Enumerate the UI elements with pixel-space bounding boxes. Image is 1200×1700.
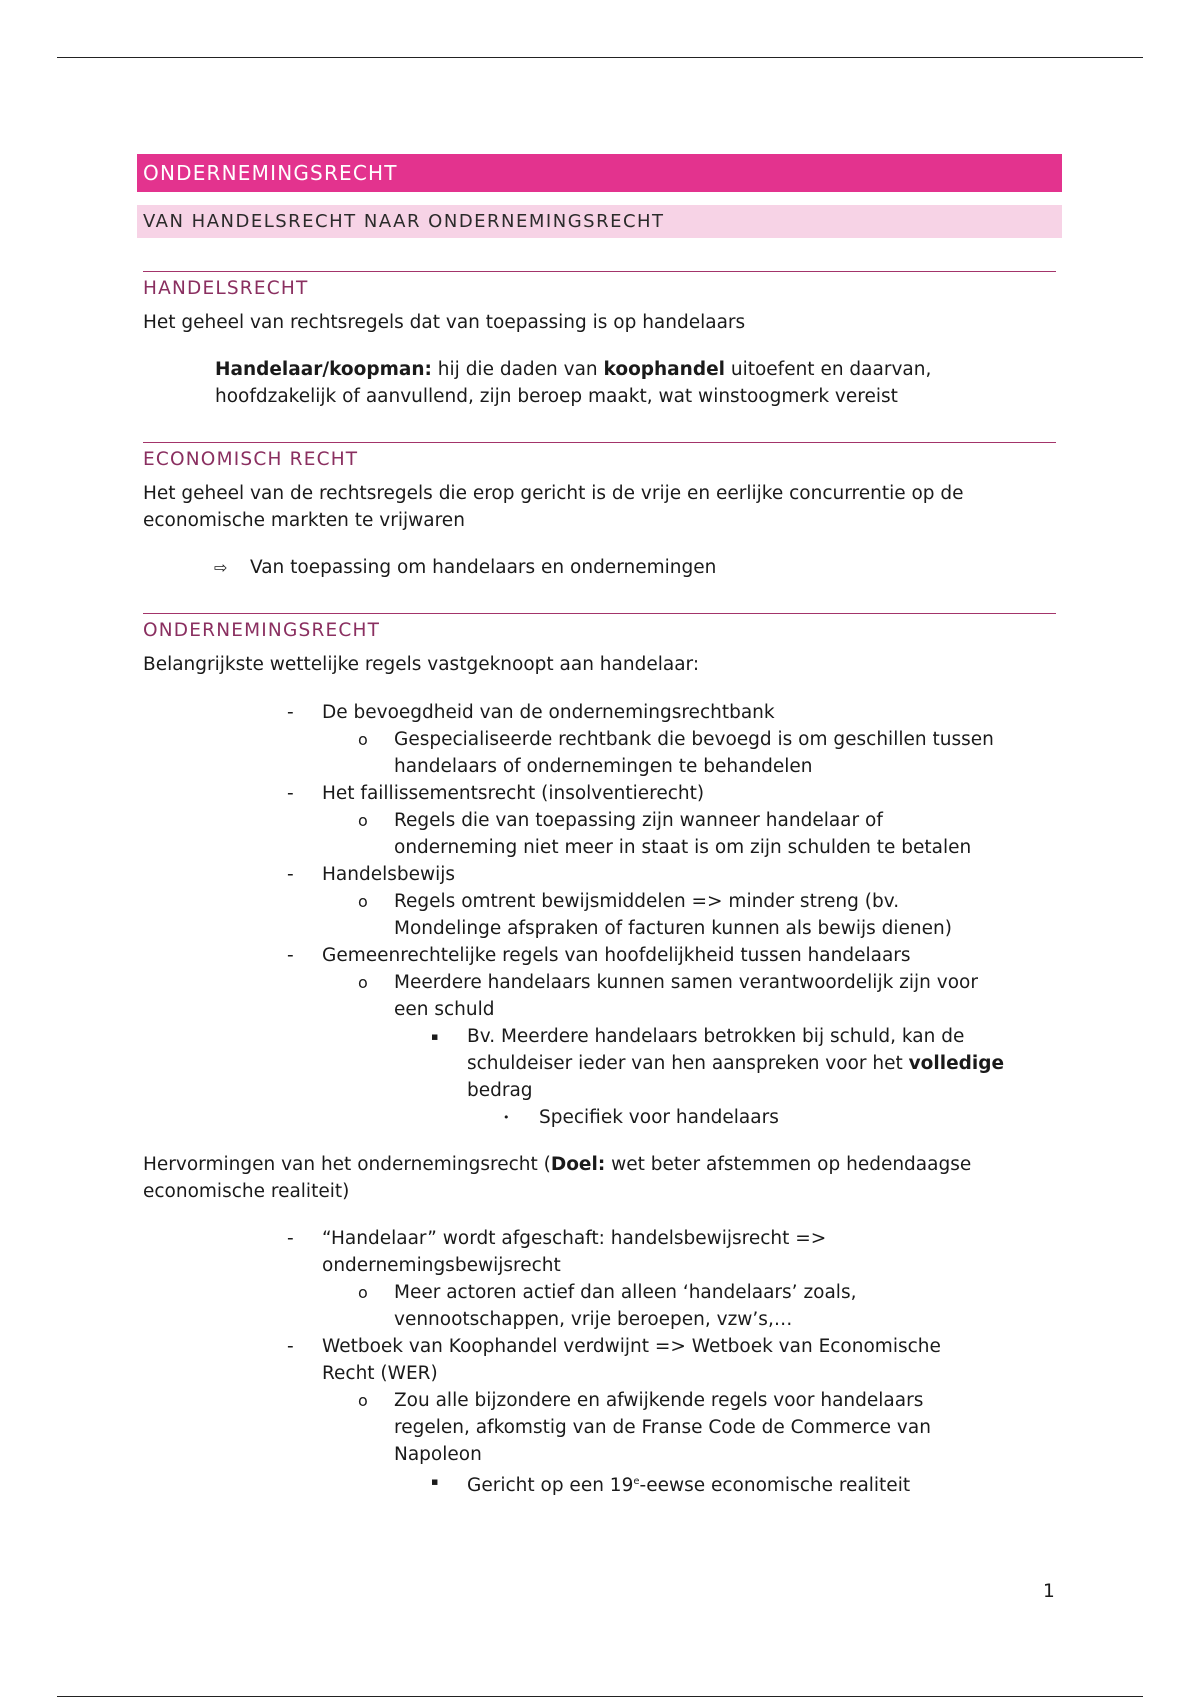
- list-item-bold: volledige: [908, 1053, 1004, 1074]
- list-item: [358, 888, 1062, 915]
- list-item-continued: regelen, afkomstig van de Franse Code de Commerce van: [394, 1417, 931, 1438]
- list-item: [358, 726, 1062, 753]
- list-item-text: Regels omtrent bewijsmiddelen => minder streng (bv.: [394, 891, 900, 912]
- rules-list: [137, 699, 1062, 1131]
- dash-marker: -: [287, 783, 294, 804]
- economisch-intro-line2: economische markten te vrijwaren: [143, 510, 465, 531]
- list-item-continued: bedrag: [467, 1080, 533, 1101]
- list-item: [503, 1104, 1062, 1131]
- reform-paragraph-line2: economische realiteit): [143, 1181, 350, 1202]
- arrow-item-text: Van toepassing om handelaars en ondernemingen: [250, 557, 717, 578]
- dash-marker: -: [287, 945, 294, 966]
- reform-text-1: Hervormingen van het ondernemingsrecht (: [143, 1154, 551, 1175]
- list-item: [358, 807, 1062, 834]
- heading-1: ONDERNEMINGSRECHT: [137, 154, 1062, 192]
- arrow-item: [214, 554, 1062, 581]
- footer-rule: [57, 1696, 1143, 1697]
- list-item-text: Het faillissementsrecht (insolventierecht): [322, 783, 705, 804]
- page-number: 1: [1043, 1581, 1055, 1602]
- reform-text-2: wet beter afstemmen op hedendaagse: [605, 1154, 972, 1175]
- section-title-handelsrecht: HANDELSRECHT: [143, 271, 1056, 302]
- list-item-text: Regels die van toepassing zijn wanneer handelaar of: [394, 810, 883, 831]
- definition-term: Handelaar/koopman:: [215, 359, 432, 380]
- list-item-continued: Recht (WER): [322, 1363, 438, 1384]
- list-item-text: Gespecialiseerde rechtbank die bevoegd is om geschillen tussen: [394, 729, 994, 750]
- list-item: [287, 1225, 1062, 1252]
- list-item-text: Bv. Meerdere handelaars betrokken bij schuld, kan de: [467, 1026, 965, 1047]
- list-item-text: “Handelaar” wordt afgeschaft: handelsbewijsrecht =>: [322, 1228, 827, 1249]
- list-item-text: De bevoegdheid van de ondernemingsrechtbank: [322, 702, 775, 723]
- list-item-text: Gemeenrechtelijke regels van hoofdelijkheid tussen handelaars: [322, 945, 911, 966]
- ondernemingsrecht-intro: Belangrijkste wettelijke regels vastgeknoopt aan handelaar:: [143, 654, 700, 675]
- list-item-text: Specifiek voor handelaars: [539, 1107, 779, 1128]
- circle-bullet-icon: o: [358, 892, 368, 911]
- list-item: [358, 1387, 1062, 1414]
- list-item-text: Meerdere handelaars kunnen samen verantwoordelijk zijn voor: [394, 972, 978, 993]
- list-item-continued: ondernemingsbewijsrecht: [322, 1255, 561, 1276]
- definition-bold: koophandel: [603, 359, 725, 380]
- list-item-continued: een schuld: [394, 999, 495, 1020]
- dash-marker: -: [287, 1336, 294, 1357]
- handelsrecht-intro: Het geheel van rechtsregels dat van toepassing is op handelaars: [143, 312, 746, 333]
- document-body: [137, 154, 1062, 1499]
- section-title-ondernemingsrecht: ONDERNEMINGSRECHT: [143, 613, 1056, 644]
- list-item-continued: onderneming niet meer in staat is om zijn schulden te betalen: [394, 837, 972, 858]
- square-bullet-icon: ▪: [431, 1475, 439, 1488]
- list-item-text: Gericht op een 19: [467, 1475, 634, 1497]
- circle-bullet-icon: o: [358, 973, 368, 992]
- list-item-text: schuldeiser ieder van hen aanspreken voor het: [467, 1053, 909, 1074]
- list-item: [287, 861, 1062, 888]
- list-item-text: -eewse economische realiteit: [639, 1475, 911, 1497]
- list-item-text: Wetboek van Koophandel verdwijnt => Wetboek van Economische: [322, 1336, 941, 1357]
- list-item-continued: Mondelinge afspraken of facturen kunnen als bewijs dienen): [394, 918, 952, 939]
- circle-bullet-icon: o: [358, 1283, 368, 1302]
- dash-marker: -: [287, 864, 294, 885]
- list-item: [358, 969, 1062, 996]
- list-item-text: Zou alle bijzondere en afwijkende regels voor handelaars: [394, 1390, 924, 1411]
- list-item: [431, 1468, 1062, 1499]
- list-item-continued: Napoleon: [394, 1444, 482, 1465]
- reform-paragraph: [143, 1151, 1062, 1178]
- circle-bullet-icon: o: [358, 730, 368, 749]
- list-item: [287, 699, 1062, 726]
- list-item: [358, 1279, 1062, 1306]
- reform-bold: Doel:: [550, 1154, 606, 1175]
- economisch-intro-line1: Het geheel van de rechtsregels die erop gericht is de vrije en eerlijke concurrentie op de: [143, 483, 964, 504]
- superscript: e: [633, 1476, 640, 1487]
- list-item: [287, 942, 1062, 969]
- list-item: [431, 1023, 1062, 1050]
- list-item-continued: vennootschappen, vrije beroepen, vzw’s,…: [394, 1309, 793, 1330]
- dash-marker: -: [287, 1228, 294, 1249]
- circle-bullet-icon: o: [358, 811, 368, 830]
- heading-2: VAN HANDELSRECHT NAAR ONDERNEMINGSRECHT: [137, 205, 1062, 238]
- list-item-text: Handelsbewijs: [322, 864, 456, 885]
- definition-text-1: hij die daden van: [431, 359, 604, 380]
- circle-bullet-icon: o: [358, 1391, 368, 1410]
- list-item: [287, 1333, 1062, 1360]
- handelaar-definition-line2: hoofdzakelijk of aanvullend, zijn beroep maakt, wat winstoogmerk vereist: [215, 386, 898, 407]
- definition-text-2: uitoefent en daarvan,: [724, 359, 932, 380]
- list-item-continued: [467, 1050, 1062, 1077]
- reform-list: [137, 1225, 1062, 1499]
- round-bullet-icon: •: [503, 1111, 510, 1124]
- header-rule: [57, 57, 1143, 58]
- arrow-icon: ⇨: [214, 558, 228, 577]
- dash-marker: -: [287, 702, 294, 723]
- list-item-continued: handelaars of ondernemingen te behandelen: [394, 756, 813, 777]
- handelaar-definition: [215, 356, 1062, 383]
- list-item: [287, 780, 1062, 807]
- list-item-text: Meer actoren actief dan alleen ‘handelaars’ zoals,: [394, 1282, 857, 1303]
- section-title-economisch-recht: ECONOMISCH RECHT: [143, 442, 1056, 473]
- square-bullet-icon: ▪: [431, 1030, 439, 1043]
